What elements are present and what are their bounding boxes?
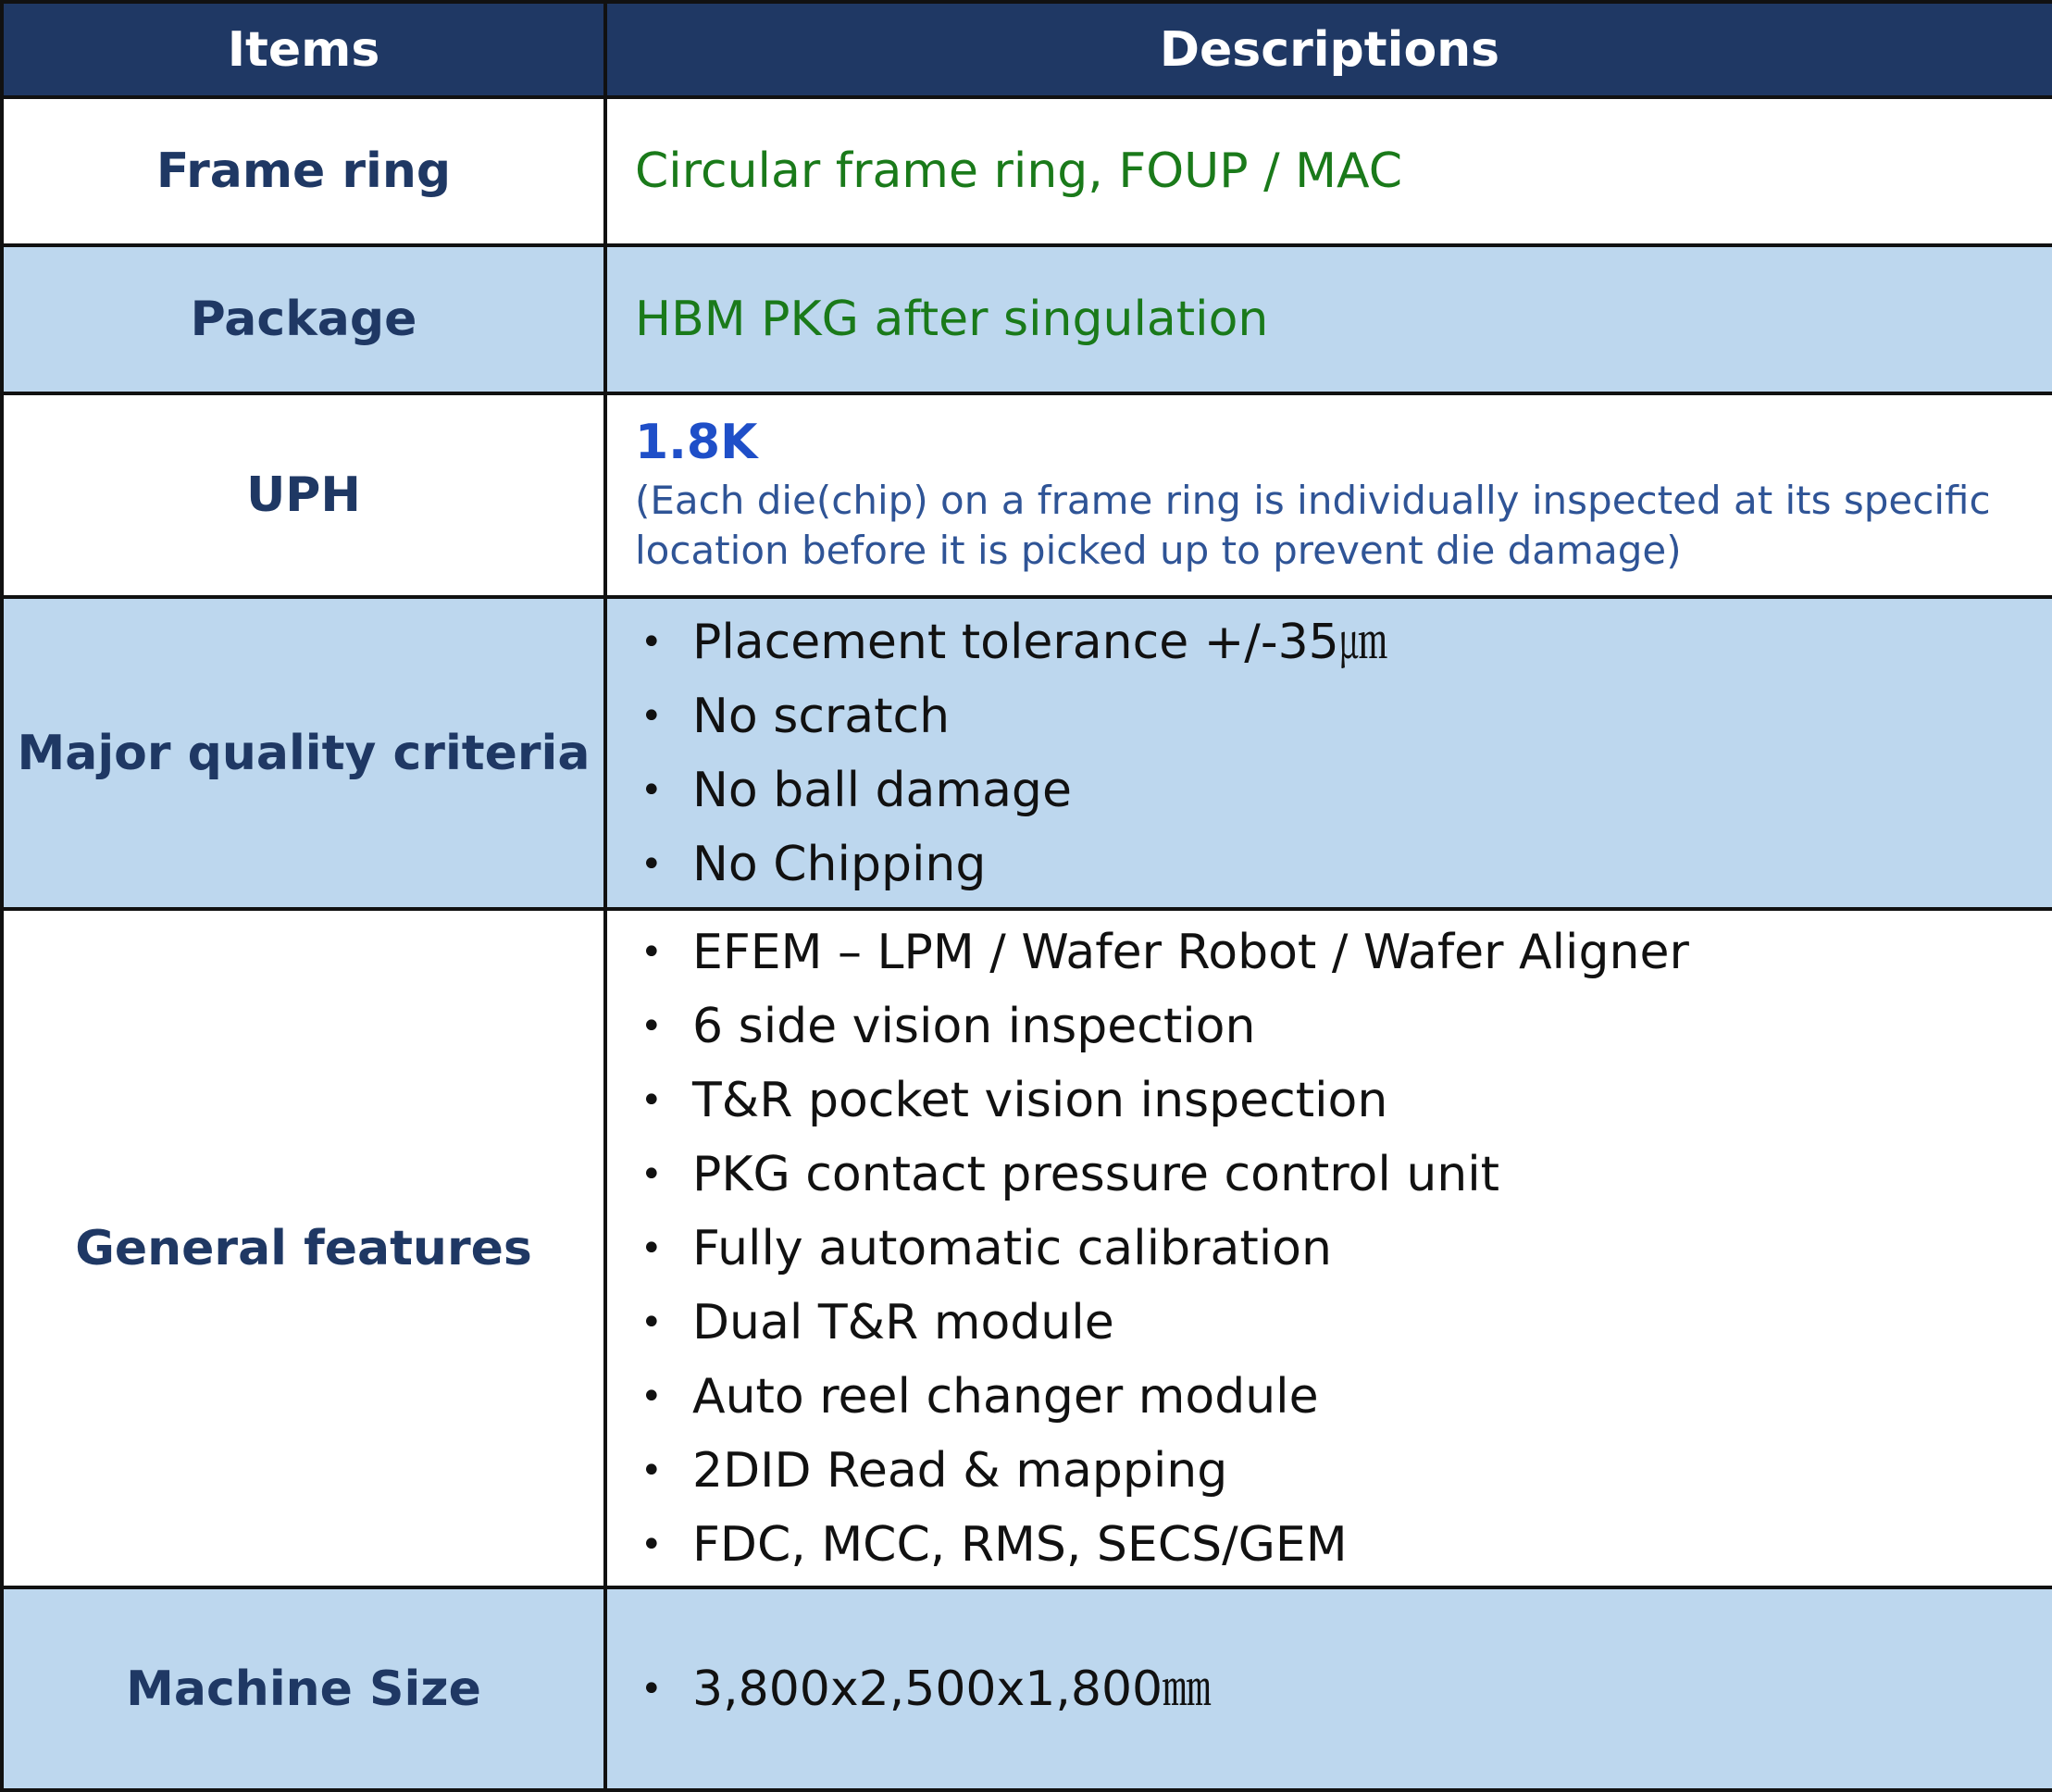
table-row-package xyxy=(2,245,2052,393)
list-item: • No scratch xyxy=(635,679,2033,753)
bullet-icon: • xyxy=(640,1078,663,1122)
table-row-uph xyxy=(2,393,2052,597)
list-item: • EFEM – LPM / Wafer Robot / Wafer Aligner xyxy=(635,915,2033,989)
item-frame-ring: Frame ring xyxy=(2,97,605,245)
table-row-features xyxy=(2,909,2052,1587)
list-item: • No Chipping xyxy=(635,828,2033,902)
list-item: • 2DID Read & mapping xyxy=(635,1434,2033,1508)
list-item: • Fully automatic calibration xyxy=(635,1212,2033,1286)
table-row-machine-size xyxy=(2,1587,2052,1790)
list-item: • Placement tolerance +/-35㎛ xyxy=(635,605,2033,679)
table-row-quality xyxy=(2,597,2052,909)
table-row-frame-ring xyxy=(2,97,2052,245)
list-item: • Dual T&R module xyxy=(635,1286,2033,1360)
desc-machine-size-cell xyxy=(605,1587,2052,1790)
bullet-icon: • xyxy=(640,842,663,886)
bullet-icon: • xyxy=(640,1667,663,1711)
bullet-icon: • xyxy=(640,930,663,974)
desc-frame-ring-cell xyxy=(605,97,2052,245)
bullet-icon: • xyxy=(640,620,663,664)
descriptions-header: Descriptions xyxy=(605,2,2052,97)
item-quality: Major quality criteria xyxy=(2,597,605,909)
list-item: • 3,800x2,500x1,800㎜ xyxy=(635,1652,2033,1726)
uph-value: 1.8K xyxy=(635,415,758,470)
bullet-icon: • xyxy=(640,768,663,812)
item-features: General features xyxy=(2,909,605,1587)
desc-quality-cell xyxy=(605,597,2052,909)
bullet-icon: • xyxy=(640,1004,663,1048)
list-item: • PKG contact pressure control unit xyxy=(635,1138,2033,1212)
bullet-icon: • xyxy=(640,1300,663,1344)
bullet-icon: • xyxy=(640,694,663,738)
desc-features-cell xyxy=(605,909,2052,1587)
list-item: • FDC, MCC, RMS, SECS/GEM xyxy=(635,1508,2033,1582)
item-machine-size: Machine Size xyxy=(2,1587,605,1790)
desc-package: HBM PKG after singulation xyxy=(635,292,1269,347)
header-row xyxy=(2,2,2052,97)
desc-uph-cell xyxy=(605,393,2052,597)
bullet-icon: • xyxy=(640,1523,663,1566)
desc-frame-ring: Circular frame ring, FOUP / MAC xyxy=(635,143,1403,199)
quality-list xyxy=(635,605,2033,902)
desc-package-cell xyxy=(605,245,2052,393)
machine-size-list xyxy=(635,1652,2033,1726)
uph-note: (Each die(chip) on a frame ring is individually inspected at its specific location before it is picked up to prevent die damage) xyxy=(635,478,1991,573)
items-header: Items xyxy=(2,2,605,97)
list-item: • No ball damage xyxy=(635,753,2033,828)
item-uph: UPH xyxy=(2,393,605,597)
bullet-icon: • xyxy=(640,1375,663,1418)
bullet-icon: • xyxy=(640,1449,663,1492)
bullet-icon: • xyxy=(640,1226,663,1270)
item-package: Package xyxy=(2,245,605,393)
list-item: • 6 side vision inspection xyxy=(635,989,2033,1064)
list-item: • T&R pocket vision inspection xyxy=(635,1064,2033,1138)
features-list xyxy=(635,915,2033,1582)
list-item: • Auto reel changer module xyxy=(635,1360,2033,1434)
bullet-icon: • xyxy=(640,1152,663,1196)
